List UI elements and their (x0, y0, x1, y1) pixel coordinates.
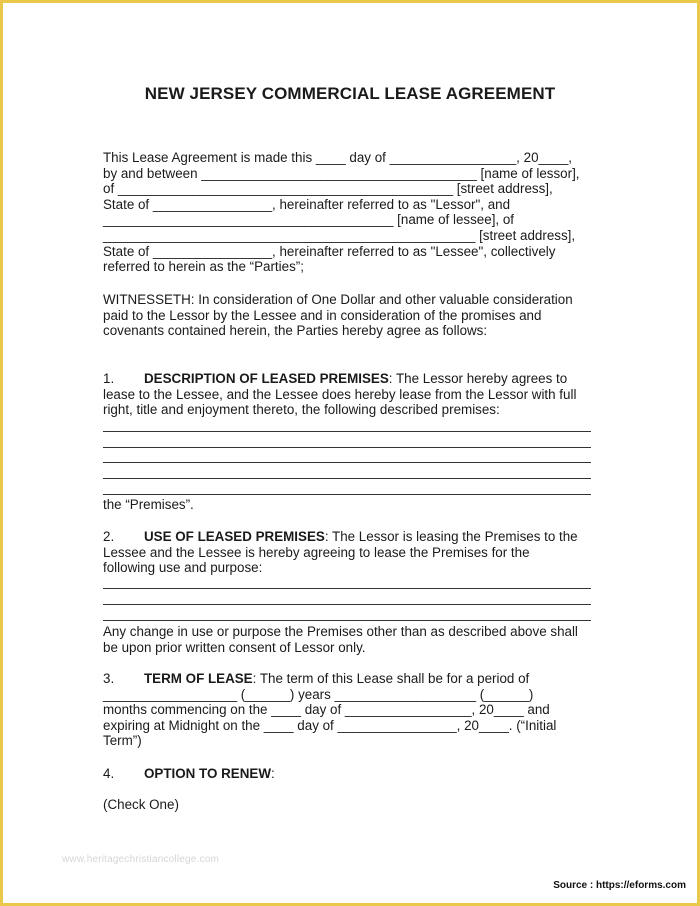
section-1 (103, 371, 593, 418)
section-text: Any change in use or purpose the Premises other than as described above shall (103, 624, 578, 639)
fill-in-line[interactable] (103, 604, 591, 605)
watermark-text: www.heritagechristiancollege.com (62, 854, 220, 865)
section-text: following use and purpose: (103, 560, 263, 576)
section-text: be upon prior written consent of Lessor only. (103, 639, 366, 655)
document-title: NEW JERSEY COMMERCIAL LEASE AGREEMENT (144, 84, 556, 103)
source-credit: Source : https://eforms.com (553, 880, 686, 891)
fill-in-line[interactable] (103, 447, 591, 448)
section-text: the “Premises”. (103, 497, 194, 512)
section-2 (103, 529, 593, 576)
section-text: : The Lessor hereby agrees to (388, 371, 568, 386)
section-text: months commencing on the ____ day of _________________, 20____ and (103, 702, 550, 718)
section-text: expiring at Midnight on the ____ day of ________________, 20____. (“Initial (103, 717, 557, 733)
section-text: : The Lessor is leasing the Premises to the (324, 529, 578, 544)
section-1-closing (103, 497, 593, 513)
section-text: lease to the Lessee, and the Lessee does hereby lease from the Lessor with full (103, 386, 577, 402)
fill-in-line[interactable] (103, 494, 591, 495)
section-text: Term”) (103, 733, 142, 749)
witnesseth-paragraph (103, 292, 593, 339)
section-number: 4. (103, 766, 115, 781)
section-text: right, title and enjoyment thereto, the following described premises: (103, 402, 500, 418)
section-text: Lessee and the Lessee is hereby agreeing to lease the Premises for the (103, 544, 530, 560)
section-heading: TERM OF LEASE (144, 671, 253, 686)
section-number: 1. (103, 371, 115, 386)
fill-in-line[interactable] (103, 620, 591, 621)
intro-line: of _____________________________________________ [street address], (103, 181, 553, 197)
intro-line: __________________________________________________ [street address], (103, 227, 576, 243)
section-4 (103, 766, 593, 782)
section-4-check (103, 797, 593, 813)
witnesseth-line: paid to the Lessor by the Lessee and in consideration of the promises and (103, 307, 542, 323)
section-text: __________________ (______) years ___________________ (______) (103, 686, 534, 702)
section-number: 2. (103, 529, 115, 544)
intro-line: by and between _____________________________________ [name of lessor], (103, 165, 580, 181)
check-one-label: (Check One) (103, 797, 179, 812)
section-text: : (270, 766, 275, 781)
intro-paragraph (103, 150, 593, 275)
intro-line: _______________________________________ [name of lessee], of (103, 212, 515, 228)
section-heading: DESCRIPTION OF LEASED PREMISES (144, 371, 389, 386)
section-2-closing (103, 624, 593, 655)
intro-line: State of ________________, hereinafter referred to as "Lessee", collectively (103, 243, 556, 259)
section-heading: USE OF LEASED PREMISES (144, 529, 325, 544)
section-heading: OPTION TO RENEW (144, 766, 271, 781)
intro-line: referred to herein as the “Parties”; (103, 259, 304, 275)
fill-in-line[interactable] (103, 462, 591, 463)
intro-line: This Lease Agreement is made this ____ day of _________________, 20____, (103, 150, 573, 165)
section-text: : The term of this Lease shall be for a period of (252, 671, 530, 686)
fill-in-line[interactable] (103, 478, 591, 479)
intro-line: State of ________________, hereinafter referred to as "Lessor", and (103, 196, 511, 212)
section-3 (103, 671, 593, 749)
witnesseth-line: covenants contained herein, the Parties hereby agree as follows: (103, 323, 488, 339)
fill-in-line[interactable] (103, 431, 591, 432)
witnesseth-line: WITNESSETH: In consideration of One Dollar and other valuable consideration (103, 292, 573, 307)
section-number: 3. (103, 671, 115, 686)
fill-in-line[interactable] (103, 588, 591, 589)
